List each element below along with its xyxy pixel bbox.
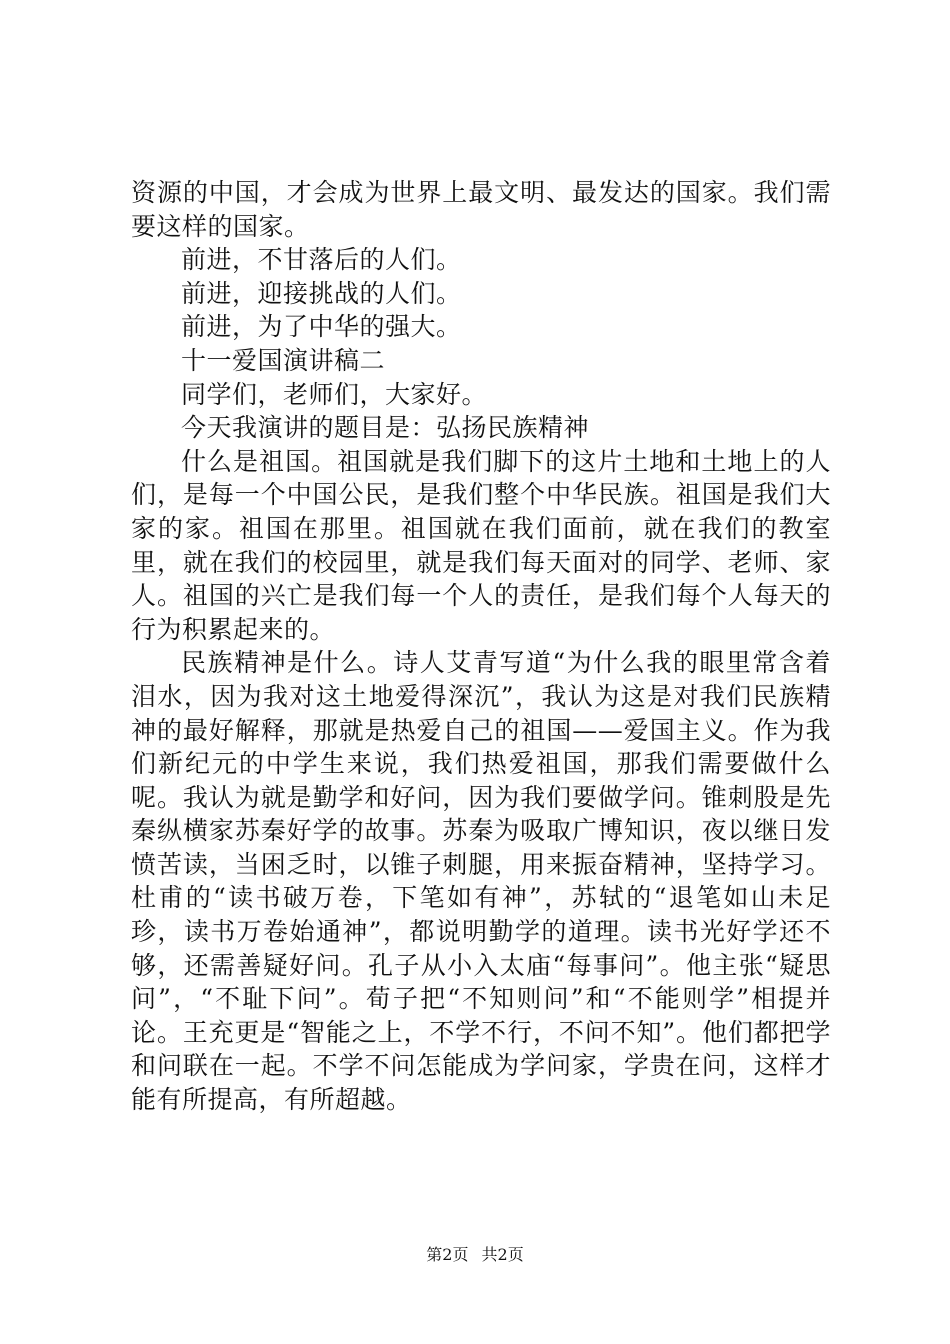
paragraph-topic: 今天我演讲的题目是：弘扬民族精神 — [181, 413, 590, 443]
paragraph-motherland: 什么是祖国。祖国就是我们脚下的这片土地和土地上的人们，是每一个中国公民，是我们整个中华民族。祖国是我们大家的家。祖国在那里。祖国就在我们面前，就在我们的教室里，就在我们的校园里，就是我们每天面对的同学、老师、家人。祖国的兴亡是我们每一个人的责任，是我们每个人每天的行为积累起来的。 — [131, 446, 831, 644]
paragraph-greeting: 同学们，老师们，大家好。 — [181, 379, 488, 409]
paragraph-continuation: 资源的中国，才会成为世界上最文明、最发达的国家。我们需要这样的国家。 — [131, 178, 831, 241]
page-number: 第2页 — [426, 1245, 469, 1264]
page-footer — [0, 1245, 950, 1265]
document-body — [131, 176, 831, 1117]
section-heading: 十一爱国演讲稿二 — [181, 345, 386, 375]
paragraph-advance-1: 前进，不甘落后的人们。 — [181, 245, 462, 275]
paragraph-advance-3: 前进，为了中华的强大。 — [181, 312, 462, 342]
paragraph-national-spirit: 民族精神是什么。诗人艾青写道“为什么我的眼里常含着泪水，因为我对这土地爱得深沉”，我认为这是对我们民族精神的最好解释，那就是热爱自己的祖国——爱国主义。作为我们新纪元的中学生来说，我们热爱祖国，那我们需要做什么呢。我认为就是勤学和好问，因为我们要做学问。锥刺股是先秦纵横家苏秦好学的故事。苏秦为吸取广博知识，夜以继日发愤苦读，当困乏时，以锥子刺腿，用来振奋精神，坚持学习。杜甫的“读书破万卷，下笔如有神”，苏轼的“退笔如山未足珍，读书万卷始通神”，都说明勤学的道理。读书光好学还不够，还需善疑好问。孔子从小入太庙“每事问”。他主张“疑思问”，“不耻下问”。荀子把“不知则问”和“不能则学”相提并论。王充更是“智能之上，不学不行，不问不知”。他们都把学和问联在一起。不学不问怎能成为学问家，学贵在问，这样才能有所提高，有所超越。 — [131, 648, 831, 1115]
page-total: 共2页 — [481, 1245, 524, 1264]
paragraph-advance-2: 前进，迎接挑战的人们。 — [181, 278, 462, 308]
